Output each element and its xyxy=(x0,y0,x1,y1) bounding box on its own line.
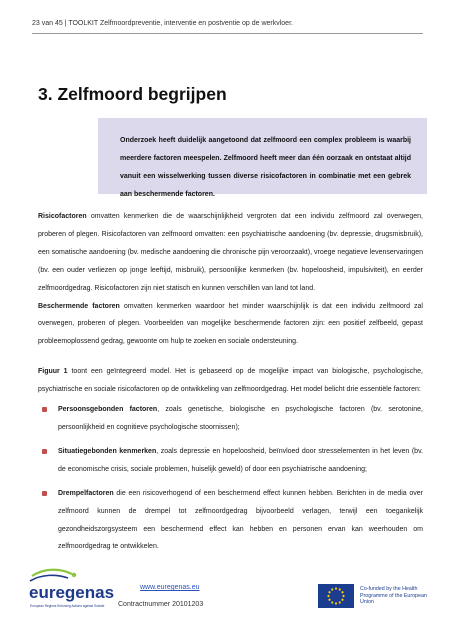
paragraph-beschermende-factoren xyxy=(38,298,423,352)
paragraph-risicofactoren xyxy=(38,208,423,298)
header-rule xyxy=(32,33,423,34)
list-item xyxy=(38,443,423,479)
bullet-text: die een risicoverhogend of een beschermend effect kunnen hebben. Berichten in de media over zelfmoord kunnen de drempel tot zelfmoordgedrag bijvoorbeeld verlagen, terwijl een toegankelijk gezondheidszorgsysteem een beschermend effect kan hebben en personen ervan kan weerhouden om zelfmoordgedrag te ontwikkelen. xyxy=(58,489,423,551)
factor-list xyxy=(38,401,423,556)
term-beschermende-factoren: Beschermende factoren xyxy=(38,302,120,310)
callout-text: Onderzoek heeft duidelijk aangetoond dat zelfmoord een complex probleem is waarbij meerdere factoren meespelen. Zelfmoord heeft meer dan één oorzaak en ontstaat altijd vanuit een wisselwerking tussen diverse risicofactoren in combinatie met een gebrek aan beschermende factoren. xyxy=(120,137,411,198)
bullet-text: , zoals genetische, biologische en psychologische factoren (bv. serotonine, persoonlijkheid en cognitieve psychologische stoornissen); xyxy=(58,406,423,431)
section-title: 3. Zelfmoord begrijpen xyxy=(38,84,227,104)
eu-funding-badge xyxy=(318,584,430,610)
main-content xyxy=(38,208,423,562)
bullet-text: , zoals depressie en hopeloosheid, beïnvloed door stresselementen in het leven (bv. de economische crisis, sociale problemen, huiselijk geweld) of door een psychiatrische aandoening; xyxy=(58,447,423,473)
list-item xyxy=(38,485,423,557)
footer-website-link[interactable]: www.euregenas.eu xyxy=(140,584,200,591)
logo-swoosh-icon xyxy=(30,570,76,581)
text-risicofactoren: omvatten kenmerken die de waarschijnlijkheid vergroten dat een individu zelfmoord zal overwegen, proberen of plegen. Risicofactoren van zelfmoord omvatten: een psychiatrische aandoening (bv. depressie, drugsmisbruik), een somatische aandoening (bv. medische aandoening die chronische pijn veroorzaakt), vroege negatieve levenservaringen (bv. een ouder verliezen op jonge leeftijd, misbruik), persoonlijke kenmerken (bv. hopeloosheid, impulsiviteit), en eerder zelfmoordgedrag. Risicofactoren zijn niet statisch en kunnen verschillen van land tot land. xyxy=(38,213,423,292)
eu-flag-icon xyxy=(318,584,354,608)
callout-box xyxy=(98,118,427,198)
bullet-term: Persoonsgebonden factoren xyxy=(58,406,158,414)
term-figuur: Figuur 1 xyxy=(38,368,68,376)
bullet-square-icon xyxy=(42,491,47,496)
paragraph-gap xyxy=(38,351,423,363)
footer-contract-number: Contractnummer 20101203 xyxy=(118,601,204,608)
logo-tagline: European Regions Enforcing Actions against Suicide xyxy=(30,604,105,608)
bullet-square-icon xyxy=(42,449,47,454)
logo-wordmark: euregenas xyxy=(29,583,115,602)
term-risicofactoren: Risicofactoren xyxy=(38,213,87,220)
eu-funding-text: Co-funded by the Health Programme of the European Union xyxy=(360,586,427,606)
text-figuur: toont een geïntegreerd model. Het is gebaseerd op de mogelijke impact van biologische, psychologische, psychiatrische en sociale risicofactoren op de ontwikkeling van zelfmoordgedrag. Het model belicht drie essentiële factoren: xyxy=(38,368,423,394)
bullet-square-icon xyxy=(42,407,47,412)
page-header: 23 van 45 | TOOLKIT Zelfmoordpreventie, interventie en postventie op de werkvloer. xyxy=(32,20,293,27)
euregenas-logo xyxy=(26,566,126,610)
list-item xyxy=(38,401,423,437)
text-beschermende-factoren: omvatten kenmerken waardoor het minder waarschijnlijk is dat een individu zelfmoord zal overwegen, proberen of plegen. Voorbeelden van mogelijke beschermende factoren zijn: een positief zelfbeeld, gepast probleemoplossend gedrag, gewoonte om hulp te zoeken en sociale ondersteuning. xyxy=(38,302,423,346)
bullet-term: Drempelfactoren xyxy=(58,489,114,497)
paragraph-figuur xyxy=(38,363,423,399)
bullet-term: Situatiegebonden kenmerken xyxy=(58,447,157,455)
